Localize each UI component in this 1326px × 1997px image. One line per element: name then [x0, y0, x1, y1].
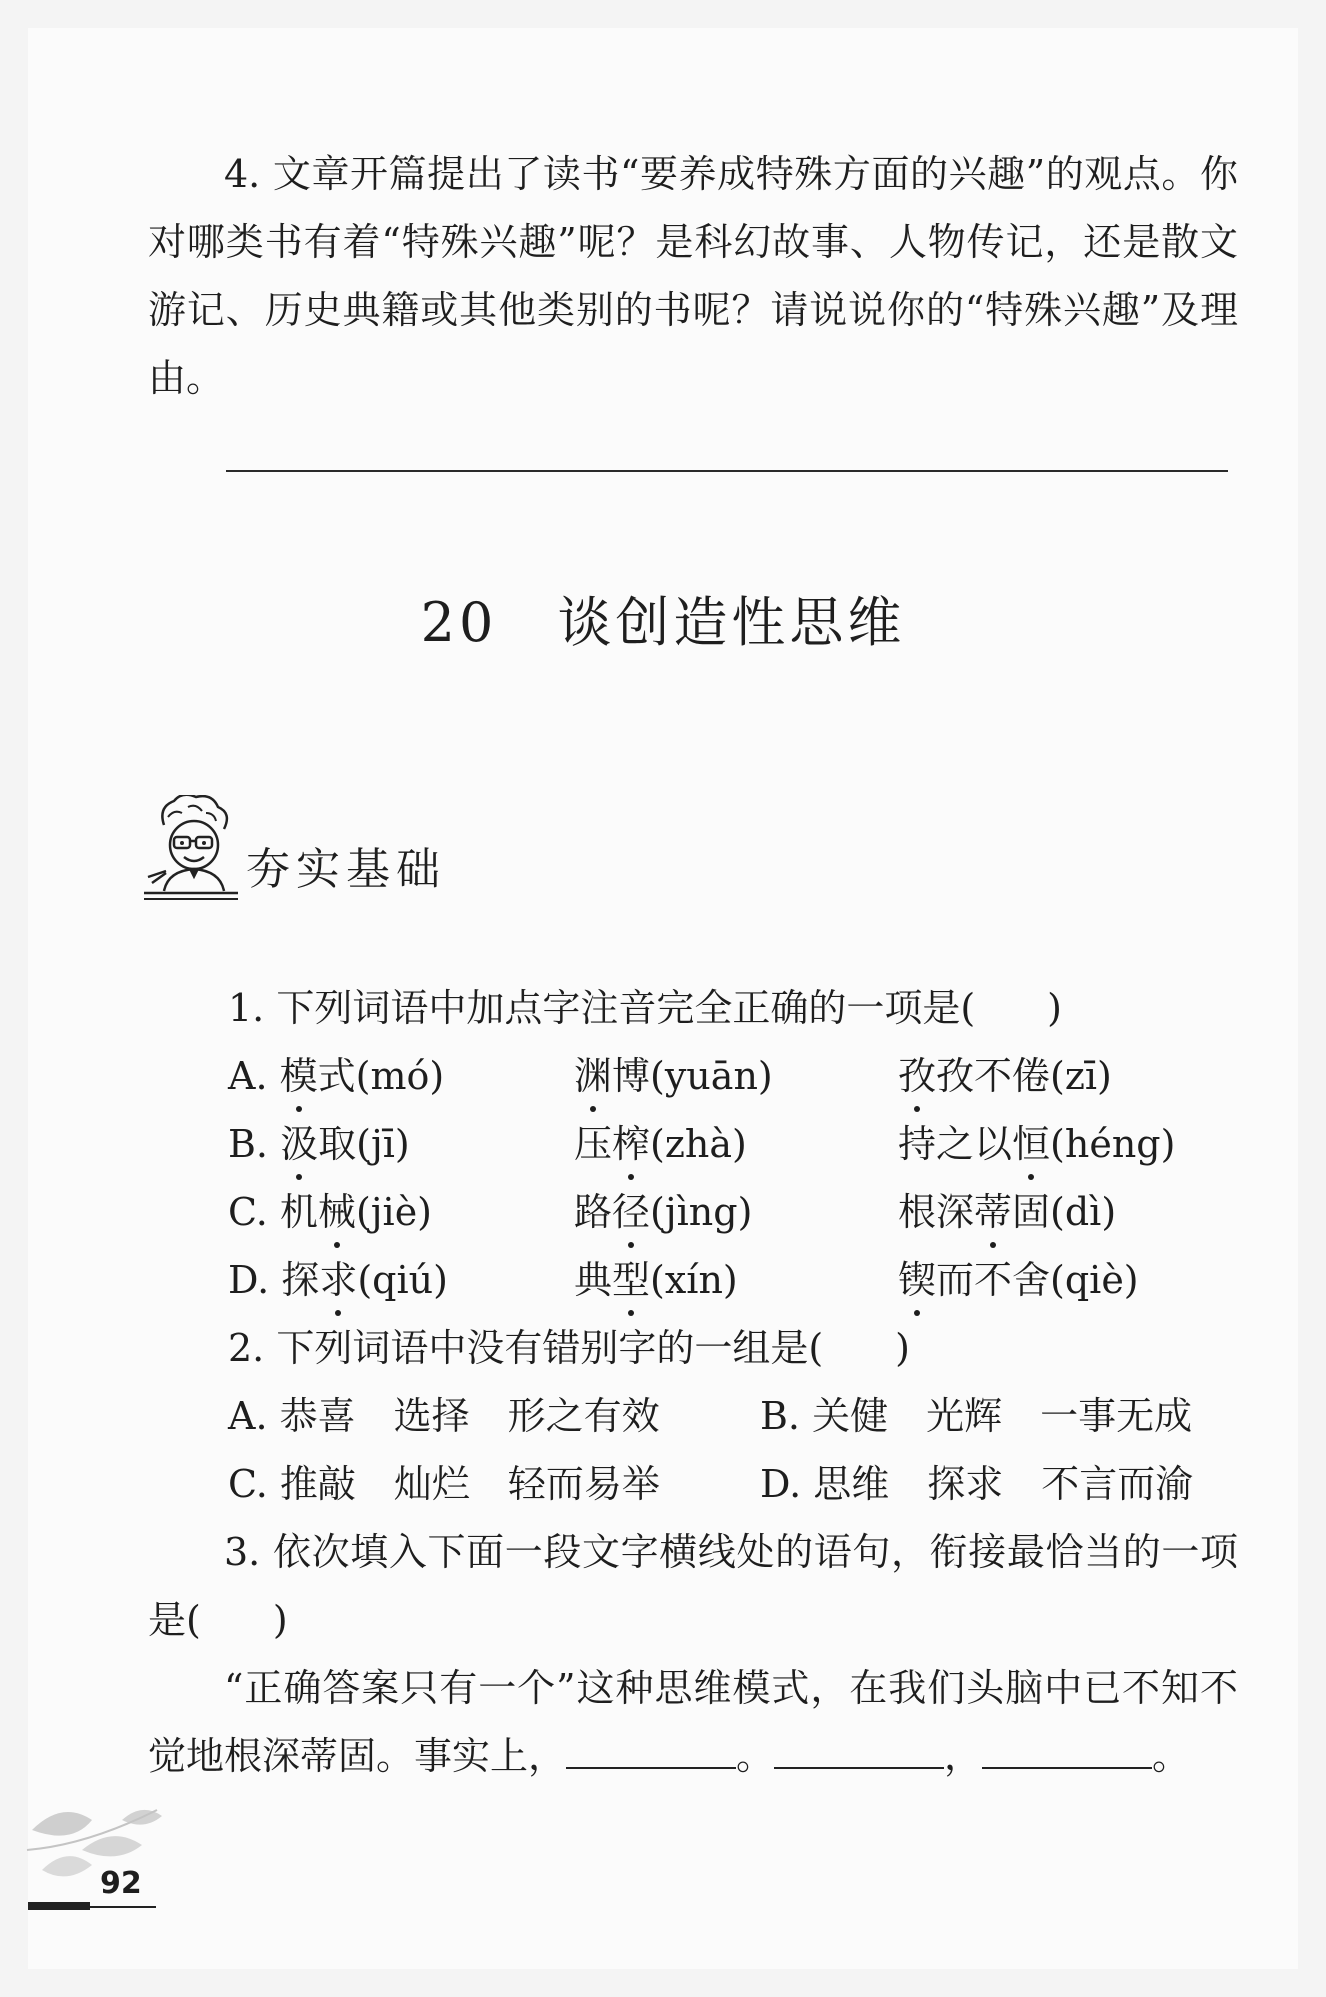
- q1-option-d-2: 典型(xín): [574, 1246, 738, 1314]
- page-number: 92: [100, 1866, 142, 1901]
- footer-bar: [28, 1902, 90, 1910]
- q1-option-c-3: 根深蒂固(dì): [898, 1178, 1116, 1246]
- q2-option-a: A. 恭喜 选择 形之有效: [228, 1394, 660, 1438]
- q1-option-a-2: 渊博(yuān): [574, 1042, 773, 1110]
- q2-option-d: D. 思维 探求 不言而渝: [760, 1462, 1194, 1506]
- q1-option-b-1: B. 汲取(jī): [228, 1110, 410, 1178]
- q1-option-a-3: 孜孜不倦(zī): [898, 1042, 1112, 1110]
- question-3-passage: “正确答案只有一个”这种思维模式，在我们头脑中已不知不觉地根深蒂固。事实上， 。 ， 。: [148, 1666, 1238, 1778]
- fill-blank-3[interactable]: [982, 1737, 1152, 1769]
- section-heading: [142, 795, 562, 905]
- q1-option-b-3: 持之以恒(héng): [898, 1110, 1175, 1178]
- section-label: 夯实基础: [246, 844, 446, 895]
- question-2-stem: 2. 下列词语中没有错别字的一组是( ): [228, 1326, 910, 1370]
- q1-option-a-1: A. 模式(mó): [228, 1042, 444, 1110]
- q1-option-c-2: 路径(jìng): [574, 1178, 752, 1246]
- q1-option-b-2: 压榨(zhà): [574, 1110, 747, 1178]
- fill-blank-1[interactable]: [566, 1737, 736, 1769]
- lesson-name: 谈创造性思维: [557, 591, 906, 654]
- footer-rule: [90, 1906, 156, 1908]
- leaf-decoration-icon: [22, 1790, 172, 1910]
- q2-option-b: B. 关健 光辉 一事无成: [760, 1394, 1193, 1438]
- question-1-stem: 1. 下列词语中加点字注音完全正确的一项是( ): [228, 986, 1062, 1030]
- q1-option-d-3: 锲而不舍(qiè): [898, 1246, 1139, 1314]
- q1-option-c-1: C. 机械(jiè): [228, 1178, 432, 1246]
- lesson-title: [0, 588, 1326, 658]
- question-4-text: 4. 文章开篇提出了读书“要养成特殊方面的兴趣”的观点。你对哪类书有着“特殊兴趣”呢？是科幻故事、人物传记，还是散文游记、历史典籍或其他类别的书呢？请说说你的“特殊兴趣”及理由。: [148, 152, 1238, 400]
- fill-blank-2[interactable]: [774, 1737, 944, 1769]
- lesson-number: 20: [420, 591, 498, 654]
- teacher-reading-icon: [142, 795, 242, 905]
- question-3-stem: 3. 依次填入下面一段文字横线处的语句，衔接最恰当的一项是( ): [148, 1530, 1238, 1642]
- q2-option-c: C. 推敲 灿烂 轻而易举: [228, 1462, 660, 1506]
- answer-line[interactable]: [226, 470, 1228, 472]
- q1-option-d-1: D. 探求(qiú): [228, 1246, 448, 1314]
